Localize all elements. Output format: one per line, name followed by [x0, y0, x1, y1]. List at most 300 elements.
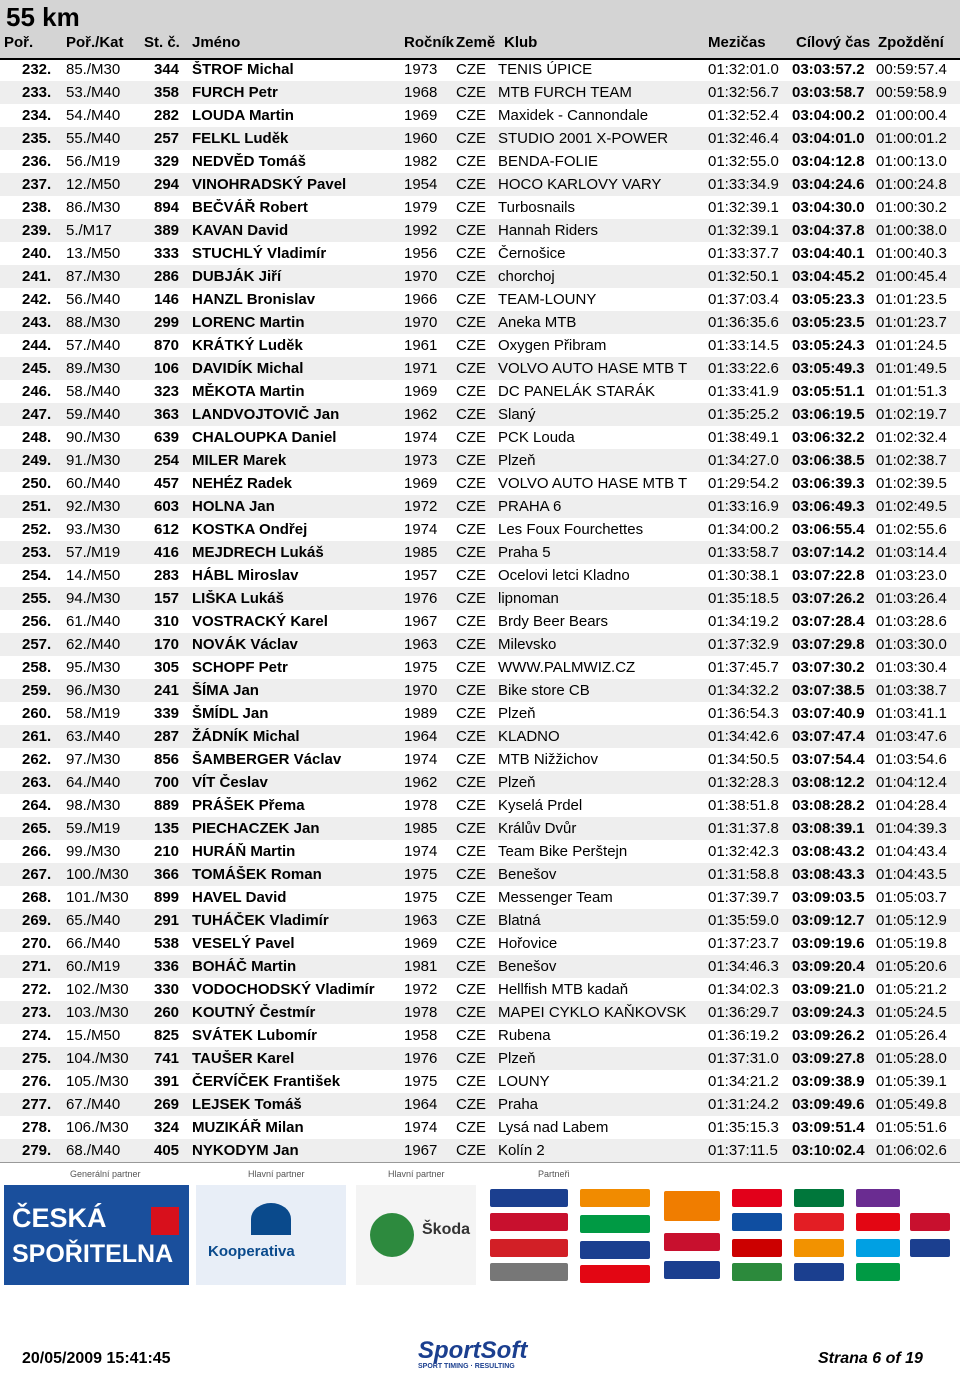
cell-finish-time: 03:10:02.4 [792, 1142, 865, 1159]
cell-category-rank: 89./M30 [66, 360, 121, 377]
cell-time-behind: 01:02:32.4 [876, 429, 947, 446]
cell-birth-year: 1975 [404, 1073, 438, 1090]
cell-birth-year: 1962 [404, 774, 438, 791]
sportsoft-logo [416, 1337, 550, 1372]
cell-time-behind: 01:04:43.4 [876, 843, 947, 860]
cell-time-behind: 01:05:24.5 [876, 1004, 947, 1021]
table-row [0, 702, 960, 725]
cell-birth-year: 1969 [404, 107, 438, 124]
cell-birth-year: 1985 [404, 820, 438, 837]
cell-time-behind: 01:01:23.5 [876, 291, 947, 308]
table-row [0, 219, 960, 242]
cell-finish-time: 03:08:39.1 [792, 820, 865, 837]
cell-club: Plzeň [498, 705, 536, 722]
cell-time-behind: 01:03:41.1 [876, 705, 947, 722]
cell-finish-time: 03:06:38.5 [792, 452, 865, 469]
cell-club: MAPEI CYKLO KAŇKOVSK [498, 1004, 687, 1021]
cell-finish-time: 03:05:51.1 [792, 383, 865, 400]
cell-name: VINOHRADSKÝ Pavel [192, 176, 347, 193]
col-header-zeme: Země [456, 34, 496, 51]
cell-rank: 256. [22, 613, 52, 630]
table-row [0, 426, 960, 449]
cell-name: MUZIKÁŘ Milan [192, 1119, 304, 1136]
cell-category-rank: 102./M30 [66, 981, 129, 998]
cell-finish-time: 03:04:00.2 [792, 107, 865, 124]
cell-split-time: 01:36:29.7 [708, 1004, 779, 1021]
table-row [0, 725, 960, 748]
sponsor-banner [0, 1162, 960, 1291]
cell-name: STUCHLÝ Vladimír [192, 245, 327, 262]
table-row [0, 1001, 960, 1024]
cell-name: DAVIDÍK Michal [192, 360, 304, 377]
table-row [0, 58, 960, 81]
cell-time-behind: 01:00:24.8 [876, 176, 947, 193]
cell-time-behind: 01:02:49.5 [876, 498, 947, 515]
cell-rank: 271. [22, 958, 52, 975]
partner-logo-25 [910, 1239, 950, 1257]
cell-split-time: 01:29:54.2 [708, 475, 779, 492]
cell-finish-time: 03:08:43.3 [792, 866, 865, 883]
cell-birth-year: 1976 [404, 590, 438, 607]
cell-split-time: 01:32:52.4 [708, 107, 779, 124]
cell-name: VODOCHODSKÝ Vladimír [192, 981, 375, 998]
cell-country: CZE [456, 1050, 486, 1067]
cell-club: TENIS ÚPICE [498, 61, 593, 78]
cell-rank: 269. [22, 912, 52, 929]
cell-time-behind: 01:04:12.4 [876, 774, 947, 791]
cell-start-number: 700 [154, 774, 180, 791]
cell-category-rank: 54./M40 [66, 107, 121, 124]
cell-split-time: 01:32:50.1 [708, 268, 779, 285]
cell-country: CZE [456, 958, 486, 975]
cell-start-number: 889 [154, 797, 180, 814]
cell-rank: 267. [22, 866, 52, 883]
cell-split-time: 01:34:42.6 [708, 728, 779, 745]
cell-time-behind: 01:05:39.1 [876, 1073, 947, 1090]
cell-country: CZE [456, 268, 486, 285]
cell-club: Milevsko [498, 636, 557, 653]
cell-club: Hellfish MTB kadaň [498, 981, 629, 998]
cell-start-number: 324 [154, 1119, 180, 1136]
cell-birth-year: 1973 [404, 61, 438, 78]
cell-name: HAVEL David [192, 889, 287, 906]
cell-time-behind: 01:00:45.4 [876, 268, 947, 285]
cell-name: LEJSEK Tomáš [192, 1096, 302, 1113]
cell-finish-time: 03:07:29.8 [792, 636, 865, 653]
cell-birth-year: 1969 [404, 383, 438, 400]
cell-split-time: 01:32:28.3 [708, 774, 779, 791]
cell-time-behind: 01:03:38.7 [876, 682, 947, 699]
sportsoft-logo-name: SportSoft [418, 1337, 528, 1364]
page-title: 55 km [6, 2, 80, 32]
cell-country: CZE [456, 199, 486, 216]
cell-birth-year: 1981 [404, 958, 438, 975]
cell-rank: 257. [22, 636, 52, 653]
table-row [0, 403, 960, 426]
cell-country: CZE [456, 475, 486, 492]
cell-category-rank: 55./M40 [66, 130, 121, 147]
table-row [0, 1139, 960, 1162]
cell-country: CZE [456, 682, 486, 699]
cell-finish-time: 03:09:51.4 [792, 1119, 865, 1136]
cell-birth-year: 1975 [404, 659, 438, 676]
cell-time-behind: 01:03:14.4 [876, 544, 947, 561]
cell-name: DUBJÁK Jiří [192, 268, 282, 285]
cell-category-rank: 60./M19 [66, 958, 121, 975]
partner-logo-21 [856, 1213, 900, 1231]
cell-split-time: 01:33:34.9 [708, 176, 779, 193]
cell-rank: 275. [22, 1050, 52, 1067]
cell-rank: 263. [22, 774, 52, 791]
cell-time-behind: 00:59:58.9 [876, 84, 947, 101]
cell-name: NEDVĚD Tomáš [192, 153, 306, 170]
cell-start-number: 639 [154, 429, 180, 446]
cell-split-time: 01:37:45.7 [708, 659, 779, 676]
cell-name: SCHOPF Petr [192, 659, 288, 676]
cell-club: PCK Louda [498, 429, 575, 446]
cell-time-behind: 01:05:28.0 [876, 1050, 947, 1067]
cell-time-behind: 01:01:49.5 [876, 360, 947, 377]
cell-split-time: 01:34:32.2 [708, 682, 779, 699]
sportsoft-logo-tagline: SPORT TIMING · RESULTING [418, 1363, 515, 1370]
cell-finish-time: 03:07:22.8 [792, 567, 865, 584]
cell-finish-time: 03:04:30.0 [792, 199, 865, 216]
ceska-sporitelna-logo [4, 1185, 189, 1285]
cell-birth-year: 1982 [404, 153, 438, 170]
cell-club: VOLVO AUTO HASE MTB T [498, 475, 688, 492]
cell-finish-time: 03:08:28.2 [792, 797, 865, 814]
cell-country: CZE [456, 751, 486, 768]
cell-split-time: 01:37:39.7 [708, 889, 779, 906]
cell-club: Oxygen Přibram [498, 337, 607, 354]
cell-club: Lysá nad Labem [498, 1119, 609, 1136]
cell-rank: 264. [22, 797, 52, 814]
cell-name: PIECHACZEK Jan [192, 820, 320, 837]
partner-logo-23 [856, 1263, 900, 1281]
cell-club: KLADNO [498, 728, 560, 745]
cell-name: LIŠKA Lukáš [192, 590, 284, 607]
cell-rank: 239. [22, 222, 52, 239]
cell-club: VOLVO AUTO HASE MTB T [498, 360, 688, 377]
page-number: Strana 6 of 19 [818, 1350, 923, 1367]
cell-category-rank: 93./M30 [66, 521, 121, 538]
cell-start-number: 299 [154, 314, 180, 331]
cell-rank: 254. [22, 567, 52, 584]
partner-logo-5 [580, 1189, 650, 1207]
table-row [0, 1093, 960, 1116]
cell-start-number: 282 [154, 107, 180, 124]
partner-logo-16 [794, 1189, 844, 1207]
cell-finish-time: 03:04:45.2 [792, 268, 865, 285]
cell-name: BEČVÁŘ Robert [192, 199, 308, 216]
cell-club: MTB Nižžichov [498, 751, 599, 768]
partner-logo-8 [580, 1265, 650, 1283]
cell-club: Hořovice [498, 935, 558, 952]
cell-time-behind: 01:01:23.7 [876, 314, 947, 331]
cell-name: HÁBL Miroslav [192, 567, 299, 584]
cell-rank: 265. [22, 820, 52, 837]
cell-finish-time: 03:03:58.7 [792, 84, 865, 101]
table-row [0, 495, 960, 518]
cell-club: WWW.PALMWIZ.CZ [498, 659, 636, 676]
cell-start-number: 870 [154, 337, 180, 354]
table-row [0, 748, 960, 771]
cell-split-time: 01:33:22.6 [708, 360, 779, 377]
cell-category-rank: 5./M17 [66, 222, 112, 239]
cell-club: Hannah Riders [498, 222, 599, 239]
cell-time-behind: 01:02:38.7 [876, 452, 947, 469]
cell-club: MTB FURCH TEAM [498, 84, 632, 101]
cell-start-number: 257 [154, 130, 180, 147]
cell-category-rank: 53./M40 [66, 84, 121, 101]
partner-logo-13 [732, 1213, 782, 1231]
cell-birth-year: 1960 [404, 130, 438, 147]
table-row [0, 656, 960, 679]
col-header-rocnik: Ročník [404, 34, 455, 51]
cell-rank: 272. [22, 981, 52, 998]
cell-club: Blatná [498, 912, 541, 929]
cell-start-number: 291 [154, 912, 180, 929]
cell-rank: 248. [22, 429, 52, 446]
cell-time-behind: 01:05:20.6 [876, 958, 947, 975]
cell-rank: 236. [22, 153, 52, 170]
cell-split-time: 01:36:54.3 [708, 705, 779, 722]
col-header-mezicas: Mezičas [708, 34, 766, 51]
cell-start-number: 741 [154, 1050, 180, 1067]
cell-club: Messenger Team [498, 889, 613, 906]
cell-split-time: 01:33:16.9 [708, 498, 779, 515]
cell-birth-year: 1989 [404, 705, 438, 722]
cell-club: Turbosnails [498, 199, 575, 216]
cell-time-behind: 01:06:02.6 [876, 1142, 947, 1159]
results-header [0, 0, 960, 60]
cell-start-number: 329 [154, 153, 180, 170]
cell-finish-time: 03:03:57.2 [792, 61, 865, 78]
cell-time-behind: 01:05:19.8 [876, 935, 947, 952]
cell-finish-time: 03:04:12.8 [792, 153, 865, 170]
cell-country: CZE [456, 291, 486, 308]
cell-birth-year: 1985 [404, 544, 438, 561]
cell-category-rank: 57./M19 [66, 544, 121, 561]
partner-logo-19 [794, 1263, 844, 1281]
cell-name: NEHÉZ Radek [192, 475, 293, 492]
cell-name: VESELÝ Pavel [192, 935, 295, 952]
cell-country: CZE [456, 383, 486, 400]
cell-category-rank: 64./M40 [66, 774, 121, 791]
partner-logo-grid [484, 1185, 954, 1285]
cell-birth-year: 1970 [404, 314, 438, 331]
cell-time-behind: 01:00:00.4 [876, 107, 947, 124]
cell-country: CZE [456, 774, 486, 791]
table-row [0, 449, 960, 472]
cell-country: CZE [456, 498, 486, 515]
cell-name: HURÁŇ Martin [192, 843, 296, 860]
cell-time-behind: 01:02:19.7 [876, 406, 947, 423]
cell-rank: 246. [22, 383, 52, 400]
cell-split-time: 01:30:38.1 [708, 567, 779, 584]
cell-split-time: 01:37:03.4 [708, 291, 779, 308]
cell-name: FURCH Petr [192, 84, 278, 101]
table-row [0, 334, 960, 357]
cell-country: CZE [456, 429, 486, 446]
cell-split-time: 01:37:32.9 [708, 636, 779, 653]
partner-logo-15 [732, 1263, 782, 1281]
cell-club: TEAM-LOUNY [498, 291, 597, 308]
cell-start-number: 287 [154, 728, 180, 745]
cell-category-rank: 58./M40 [66, 383, 121, 400]
cell-finish-time: 03:07:26.2 [792, 590, 865, 607]
table-row [0, 564, 960, 587]
cell-time-behind: 01:03:28.6 [876, 613, 947, 630]
cell-category-rank: 85./M30 [66, 61, 121, 78]
cell-birth-year: 1968 [404, 84, 438, 101]
table-row [0, 311, 960, 334]
cell-name: NYKODYM Jan [192, 1142, 299, 1159]
cell-time-behind: 01:00:13.0 [876, 153, 947, 170]
cell-country: CZE [456, 613, 486, 630]
cell-club: lipnoman [498, 590, 559, 607]
cell-split-time: 01:33:58.7 [708, 544, 779, 561]
cell-country: CZE [456, 1119, 486, 1136]
cell-finish-time: 03:07:54.4 [792, 751, 865, 768]
cell-birth-year: 1966 [404, 291, 438, 308]
table-row [0, 955, 960, 978]
cell-start-number: 310 [154, 613, 180, 630]
cell-split-time: 01:38:49.1 [708, 429, 779, 446]
cell-split-time: 01:31:24.2 [708, 1096, 779, 1113]
cell-finish-time: 03:06:19.5 [792, 406, 865, 423]
cell-start-number: 339 [154, 705, 180, 722]
cell-rank: 260. [22, 705, 52, 722]
cell-club: Plzeň [498, 774, 536, 791]
cell-time-behind: 01:03:54.6 [876, 751, 947, 768]
table-row [0, 265, 960, 288]
cell-birth-year: 1962 [404, 406, 438, 423]
cell-name: MEJDRECH Lukáš [192, 544, 324, 561]
cell-rank: 245. [22, 360, 52, 377]
cell-rank: 258. [22, 659, 52, 676]
cell-rank: 250. [22, 475, 52, 492]
cell-split-time: 01:31:37.8 [708, 820, 779, 837]
cell-start-number: 305 [154, 659, 180, 676]
cell-split-time: 01:31:58.8 [708, 866, 779, 883]
cell-country: CZE [456, 1027, 486, 1044]
cell-country: CZE [456, 360, 486, 377]
cell-finish-time: 03:07:40.9 [792, 705, 865, 722]
cell-club: Slaný [498, 406, 536, 423]
cell-start-number: 894 [154, 199, 180, 216]
cell-category-rank: 105./M30 [66, 1073, 129, 1090]
cell-split-time: 01:34:00.2 [708, 521, 779, 538]
cell-start-number: 294 [154, 176, 180, 193]
cell-split-time: 01:34:50.5 [708, 751, 779, 768]
cell-club: Kolín 2 [498, 1142, 545, 1159]
cell-start-number: 170 [154, 636, 180, 653]
cell-rank: 233. [22, 84, 52, 101]
cell-club: LOUNY [498, 1073, 550, 1090]
cell-name: MĚKOTA Martin [192, 383, 305, 400]
cell-category-rank: 57./M40 [66, 337, 121, 354]
cell-club: DC PANELÁK STARÁK [498, 383, 655, 400]
cell-time-behind: 01:05:51.6 [876, 1119, 947, 1136]
cell-finish-time: 03:09:26.2 [792, 1027, 865, 1044]
partner-logo-12 [732, 1189, 782, 1207]
cell-split-time: 01:35:15.3 [708, 1119, 779, 1136]
cell-category-rank: 66./M40 [66, 935, 121, 952]
table-row [0, 1024, 960, 1047]
cell-club: Králův Dvůr [498, 820, 577, 837]
cell-rank: 235. [22, 130, 52, 147]
partner-logo-4 [490, 1263, 568, 1281]
cell-birth-year: 1954 [404, 176, 438, 193]
cell-name: ČERVÍČEK František [192, 1073, 341, 1090]
cell-time-behind: 01:03:47.6 [876, 728, 947, 745]
cell-birth-year: 1963 [404, 912, 438, 929]
cell-finish-time: 03:09:19.6 [792, 935, 865, 952]
table-row [0, 288, 960, 311]
cell-name: HOLNA Jan [192, 498, 275, 515]
cell-name: KOSTKA Ondřej [192, 521, 308, 538]
cell-start-number: 825 [154, 1027, 180, 1044]
cell-name: LANDVOJTOVIČ Jan [192, 406, 340, 423]
cell-category-rank: 97./M30 [66, 751, 121, 768]
table-row [0, 518, 960, 541]
cell-finish-time: 03:07:14.2 [792, 544, 865, 561]
table-row [0, 587, 960, 610]
cell-finish-time: 03:05:23.5 [792, 314, 865, 331]
cell-club: Plzeň [498, 1050, 536, 1067]
cell-country: CZE [456, 705, 486, 722]
cell-start-number: 405 [154, 1142, 180, 1159]
cell-birth-year: 1974 [404, 429, 438, 446]
cell-split-time: 01:34:46.3 [708, 958, 779, 975]
cell-split-time: 01:34:02.3 [708, 981, 779, 998]
cell-club: Benešov [498, 866, 557, 883]
cell-start-number: 366 [154, 866, 180, 883]
cell-category-rank: 90./M30 [66, 429, 121, 446]
cell-rank: 274. [22, 1027, 52, 1044]
skoda-ring-icon [370, 1213, 414, 1257]
cell-birth-year: 1974 [404, 521, 438, 538]
cell-name: BOHÁČ Martin [192, 958, 297, 975]
cell-birth-year: 1992 [404, 222, 438, 239]
cell-start-number: 330 [154, 981, 180, 998]
table-row [0, 909, 960, 932]
cell-start-number: 363 [154, 406, 180, 423]
cell-finish-time: 03:09:49.6 [792, 1096, 865, 1113]
cell-rank: 252. [22, 521, 52, 538]
cell-name: VÍT Česlav [192, 774, 268, 791]
cell-club: HOCO KARLOVY VARY [498, 176, 662, 193]
cell-club: chorchoj [498, 268, 555, 285]
col-header-cilovy: Cílový čas [796, 34, 871, 51]
cell-birth-year: 1970 [404, 268, 438, 285]
cell-name: TOMÁŠEK Roman [192, 866, 322, 883]
cell-time-behind: 01:01:51.3 [876, 383, 947, 400]
cell-birth-year: 1957 [404, 567, 438, 584]
cell-category-rank: 60./M40 [66, 475, 121, 492]
partner-logo-10 [664, 1233, 720, 1251]
cell-club: Rubena [498, 1027, 551, 1044]
table-row [0, 817, 960, 840]
cell-time-behind: 01:00:40.3 [876, 245, 947, 262]
cell-finish-time: 03:04:40.1 [792, 245, 865, 262]
cell-country: CZE [456, 820, 486, 837]
table-row [0, 771, 960, 794]
cell-time-behind: 01:04:28.4 [876, 797, 947, 814]
cell-time-behind: 01:05:49.8 [876, 1096, 947, 1113]
partner-logo-9 [664, 1191, 720, 1221]
